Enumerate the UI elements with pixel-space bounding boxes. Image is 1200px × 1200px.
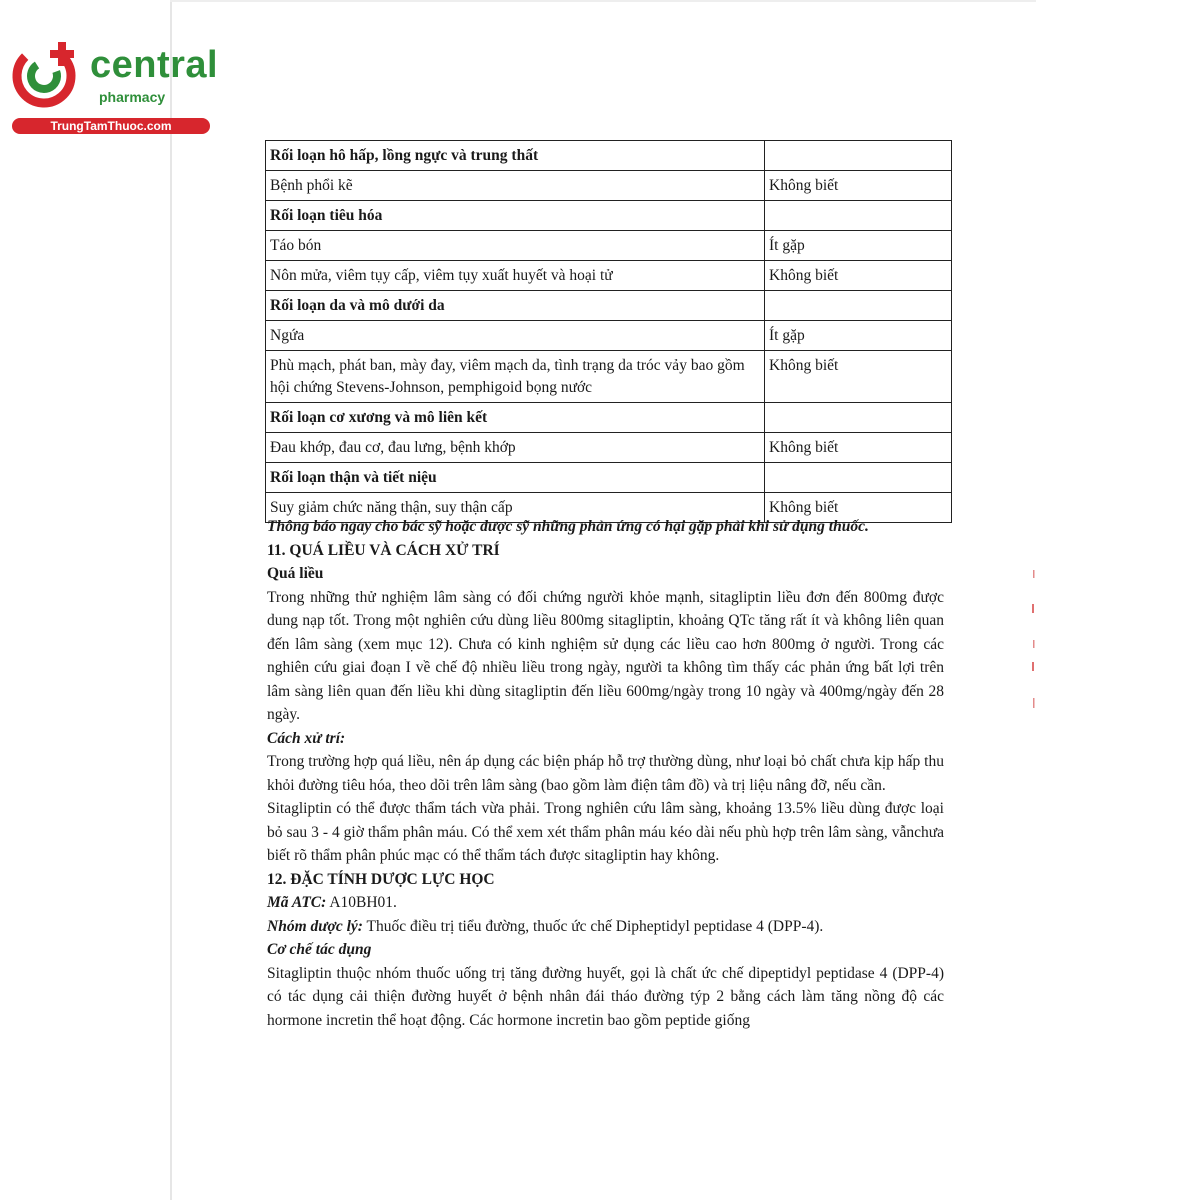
pharmacologic-group-label: Nhóm dược lý: — [267, 917, 363, 935]
scan-edge-top — [170, 0, 1036, 2]
category-cell: Rối loạn hô hấp, lồng ngực và trung thất — [266, 141, 765, 171]
atc-line — [267, 891, 944, 915]
mechanism-heading: Cơ chế tác dụng — [267, 941, 372, 958]
mechanism-paragraph: Sitagliptin thuộc nhóm thuốc uống trị tăng đường huyết, gọi là chất ức chế dipeptidyl peptidase 4 (DPP-4) có tác dụng cải thiện đường huyết ở bệnh nhân đái tháo đường týp 2 bằng cách làm tăng nồng độ các hormone incretin thể hoạt động. Các hormone incretin bao gồm peptide giống — [267, 964, 944, 1029]
table-section-row — [266, 403, 952, 433]
frequency-cell — [765, 201, 952, 231]
report-notice: Thông báo ngay cho bác sỹ hoặc dược sỹ những phản ứng có hại gặp phải khi sử dụng thuốc. — [267, 518, 869, 535]
adverse-effect-cell: Nôn mửa, viêm tụy cấp, viêm tụy xuất huyết và hoại tử — [266, 261, 765, 291]
pharmacologic-group-line — [267, 915, 944, 939]
frequency-cell — [765, 291, 952, 321]
category-cell: Rối loạn thận và tiết niệu — [266, 463, 765, 493]
frequency-cell — [765, 403, 952, 433]
adverse-effects-table-body — [266, 141, 952, 523]
table-row — [266, 261, 952, 291]
document-body — [267, 515, 944, 1032]
category-cell: Rối loạn tiêu hóa — [266, 201, 765, 231]
table-row — [266, 351, 952, 403]
section-12-title: 12. ĐẶC TÍNH DƯỢC LỰC HỌC — [267, 870, 495, 888]
frequency-cell: Ít gặp — [765, 231, 952, 261]
treatment-heading: Cách xử trí: — [267, 729, 346, 747]
atc-value: A10BH01. — [326, 894, 397, 911]
adverse-effect-cell: Bệnh phổi kẽ — [266, 171, 765, 201]
logo-wordmark: central — [90, 44, 219, 86]
logo-subtitle: pharmacy — [99, 89, 166, 105]
table-section-row — [266, 463, 952, 493]
adverse-effect-cell: Phù mạch, phát ban, mày đay, viêm mạch da, tình trạng da tróc vảy bao gồm hội chứng Stevens-Johnson, pemphigoid bọng nước — [266, 351, 765, 403]
adverse-effect-cell: Đau khớp, đau cơ, đau lưng, bệnh khớp — [266, 433, 765, 463]
table-section-row — [266, 201, 952, 231]
overdose-paragraph: Trong những thử nghiệm lâm sàng có đối chứng người khỏe mạnh, sitagliptin liều đơn đến 800mg được dung nạp tốt. Trong một nghiên cứu dùng liều 800mg sitagliptin, khoảng QTc tăng rất ít và không liên quan đến lâm sàng (xem mục 12). Chưa có kinh nghiệm sử dụng các liều cao hơn 800mg ở người. Trong các nghiên cứu giai đoạn I về chế độ nhiều liều trong ngày, người ta không tìm thấy các phản ứng bất lợi trên lâm sàng liên quan đến liều khi dùng sitagliptin đến liều 600mg/ngày trong 10 ngày và 400mg/ngày đến 28 ngày. — [267, 588, 944, 723]
treatment-paragraph-1: Trong trường hợp quá liều, nên áp dụng các biện pháp hỗ trợ thường dùng, như loại bỏ chất chưa kịp hấp thu khỏi đường tiêu hóa, theo dõi trên lâm sàng (bao gồm làm điện tâm đồ) và trị liệu nâng đỡ, nếu cần. — [267, 753, 944, 794]
logo-banner: TrungTamThuoc.com — [12, 118, 210, 134]
category-cell: Rối loạn cơ xương và mô liên kết — [266, 403, 765, 433]
table-row — [266, 433, 952, 463]
section-11-title: 11. QUÁ LIỀU VÀ CÁCH XỬ TRÍ — [267, 541, 500, 559]
frequency-cell: Không biết — [765, 351, 952, 403]
table-row — [266, 321, 952, 351]
scan-margin-marks — [1030, 570, 1038, 720]
frequency-cell: Không biết — [765, 171, 952, 201]
frequency-cell — [765, 141, 952, 171]
adverse-effect-cell: Táo bón — [266, 231, 765, 261]
adverse-effect-cell: Ngứa — [266, 321, 765, 351]
category-cell: Rối loạn da và mô dưới da — [266, 291, 765, 321]
frequency-cell: Không biết — [765, 433, 952, 463]
overdose-heading: Quá liều — [267, 565, 324, 582]
table-section-row — [266, 141, 952, 171]
pharmacologic-group-value: Thuốc điều trị tiểu đường, thuốc ức chế Dipheptidyl peptidase 4 (DPP-4). — [362, 917, 824, 935]
frequency-cell: Ít gặp — [765, 321, 952, 351]
adverse-effect-cell: Suy giảm chức năng thận, suy thận cấp — [266, 493, 765, 523]
table-row — [266, 171, 952, 201]
frequency-cell — [765, 463, 952, 493]
frequency-cell: Không biết — [765, 261, 952, 291]
logo-cross-icon — [10, 38, 82, 110]
atc-label: Mã ATC: — [267, 894, 327, 911]
frequency-cell: Không biết — [765, 493, 952, 523]
scan-edge-left — [170, 0, 172, 1200]
central-pharmacy-logo[interactable] — [10, 38, 219, 138]
treatment-paragraph-2: Sitagliptin có thể được thẩm tách vừa phải. Trong nghiên cứu lâm sàng, khoảng 13.5% liều dùng được loại bỏ sau 3 - 4 giờ thẩm phân máu. Có thể xem xét thẩm phân máu kéo dài nếu phù hợp trên lâm sàng, vẫnchưa biết rõ thẩm phân phúc mạc có thể thẩm tách được sitagliptin hay không. — [267, 800, 944, 864]
adverse-effects-table — [265, 140, 952, 523]
table-section-row — [266, 291, 952, 321]
table-row — [266, 231, 952, 261]
